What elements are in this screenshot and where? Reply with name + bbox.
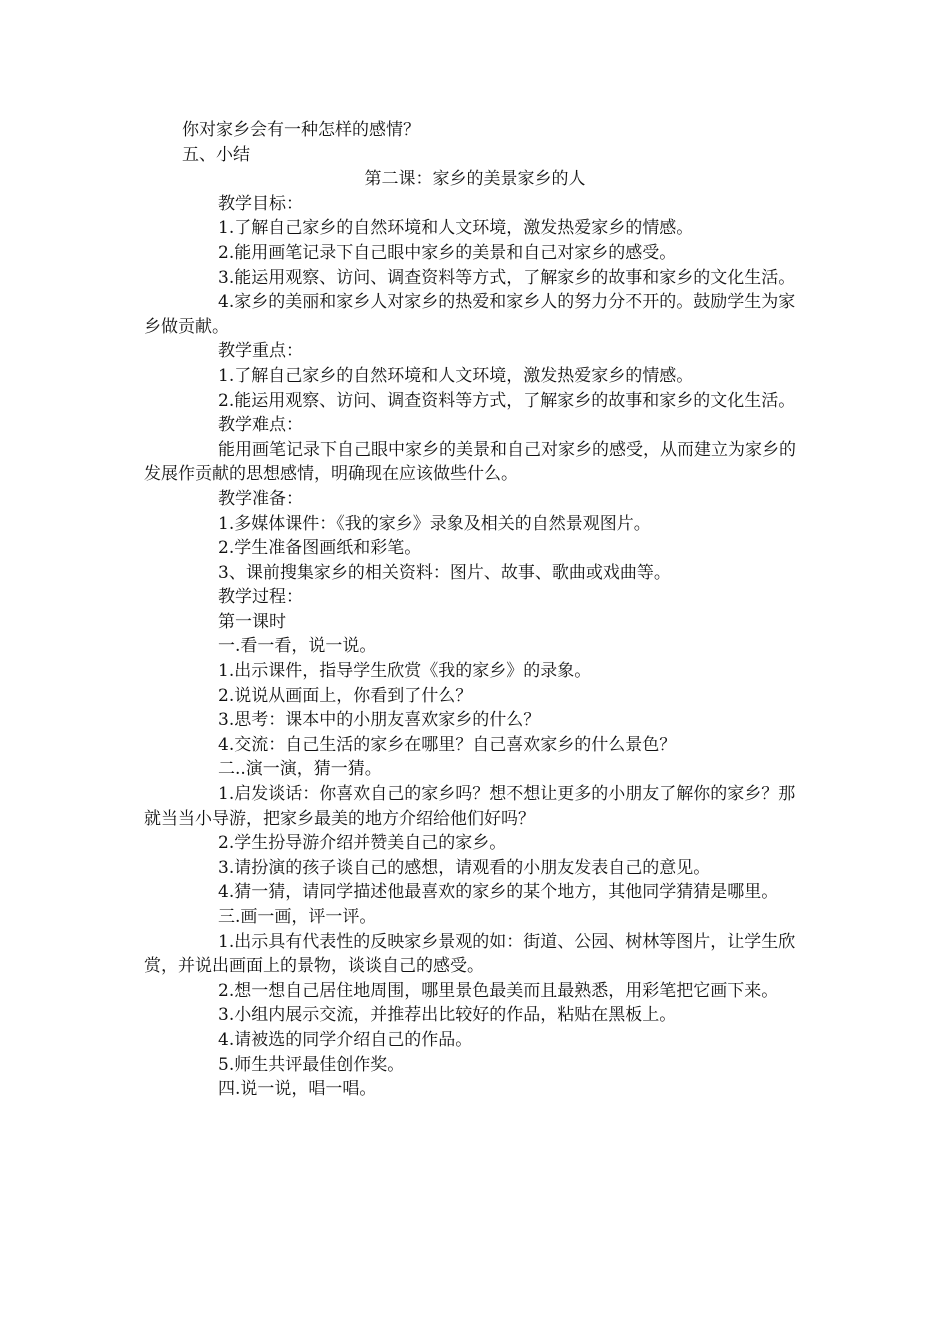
- text-line: 4.家乡的美丽和家乡人对家乡的热爱和家乡人的努力分不开的。鼓励学生为家乡做贡献。: [144, 292, 796, 337]
- text-line: 五、小结: [182, 144, 250, 165]
- text-line: 二..演一演，猜一猜。: [218, 759, 382, 780]
- text-line: 教学过程：: [218, 587, 303, 608]
- text-line: 1.多媒体课件：《我的家乡》录象及相关的自然景观图片。: [218, 513, 651, 534]
- text-line: 教学重点：: [218, 341, 303, 362]
- text-line: 你对家乡会有一种怎样的感情？: [182, 120, 420, 140]
- lesson-title: 第二课：家乡的美景家乡的人: [364, 169, 586, 190]
- text-line: 3、课前搜集家乡的相关资料：图片、故事、歌曲或戏曲等。: [218, 562, 671, 583]
- text-line: 1.了解自己家乡的自然环境和人文环境，激发热爱家乡的情感。: [218, 365, 694, 386]
- document-body: [144, 118, 806, 1102]
- text-line: 3.思考：课本中的小朋友喜欢家乡的什么？: [218, 710, 541, 731]
- text-line: 教学准备：: [218, 488, 303, 509]
- text-line: 2.能用画笔记录下自己眼中家乡的美景和自己对家乡的感受。: [218, 242, 677, 263]
- text-line: 2.学生扮导游介绍并赞美自己的家乡。: [218, 833, 507, 854]
- text-line: 5.师生共评最佳创作奖。: [218, 1054, 405, 1075]
- text-line: 教学目标：: [218, 193, 303, 214]
- text-line: 教学难点：: [218, 415, 303, 436]
- text-line: 四.说一说，唱一唱。: [218, 1079, 377, 1100]
- text-line: 4.请被选的同学介绍自己的作品。: [218, 1029, 473, 1050]
- text-line: 3.能运用观察、访问、调查资料等方式，了解家乡的故事和家乡的文化生活。: [218, 267, 796, 288]
- text-line: 2.学生准备图画纸和彩笔。: [218, 538, 422, 559]
- text-line: 1.出示具有代表性的反映家乡景观的如：街道、公园、树林等图片，让学生欣赏，并说出画面上的景物，谈谈自己的感受。: [144, 931, 796, 977]
- text-line: 能用画笔记录下自己眼中家乡的美景和自己对家乡的感受，从而建立为家乡的发展作贡献的思想感情，明确现在应该做些什么。: [144, 439, 796, 485]
- text-line: 2.能运用观察、访问、调查资料等方式，了解家乡的故事和家乡的文化生活。: [218, 390, 796, 411]
- text-line: 2.想一想自己居住地周围，哪里景色最美而且最熟悉，用彩笔把它画下来。: [218, 980, 779, 1001]
- text-line: 4.交流：自己生活的家乡在哪里？自己喜欢家乡的什么景色？: [218, 734, 677, 755]
- text-line: 三.画一画，评一评。: [218, 907, 377, 927]
- text-line: 4.猜一猜，请同学描述他最喜欢的家乡的某个地方，其他同学猜猜是哪里。: [218, 882, 779, 903]
- text-line: 1.了解自己家乡的自然环境和人文环境，激发热爱家乡的情感。: [218, 218, 694, 239]
- text-line: 1.启发谈话：你喜欢自己的家乡吗？想不想让更多的小朋友了解你的家乡？那就当当小导游，把家乡最美的地方介绍给他们好吗？: [144, 784, 796, 829]
- text-line: 2.说说从画面上，你看到了什么？: [218, 685, 473, 706]
- text-line: 3.小组内展示交流，并推荐出比较好的作品，粘贴在黑板上。: [218, 1005, 677, 1026]
- text-line: 3.请扮演的孩子谈自己的感想，请观看的小朋友发表自己的意见。: [218, 857, 711, 878]
- text-line: 1.出示课件，指导学生欣赏《我的家乡》的录象。: [218, 661, 592, 682]
- text-line: 第一课时: [218, 611, 286, 632]
- text-line: 一.看一看，说一说。: [218, 636, 377, 657]
